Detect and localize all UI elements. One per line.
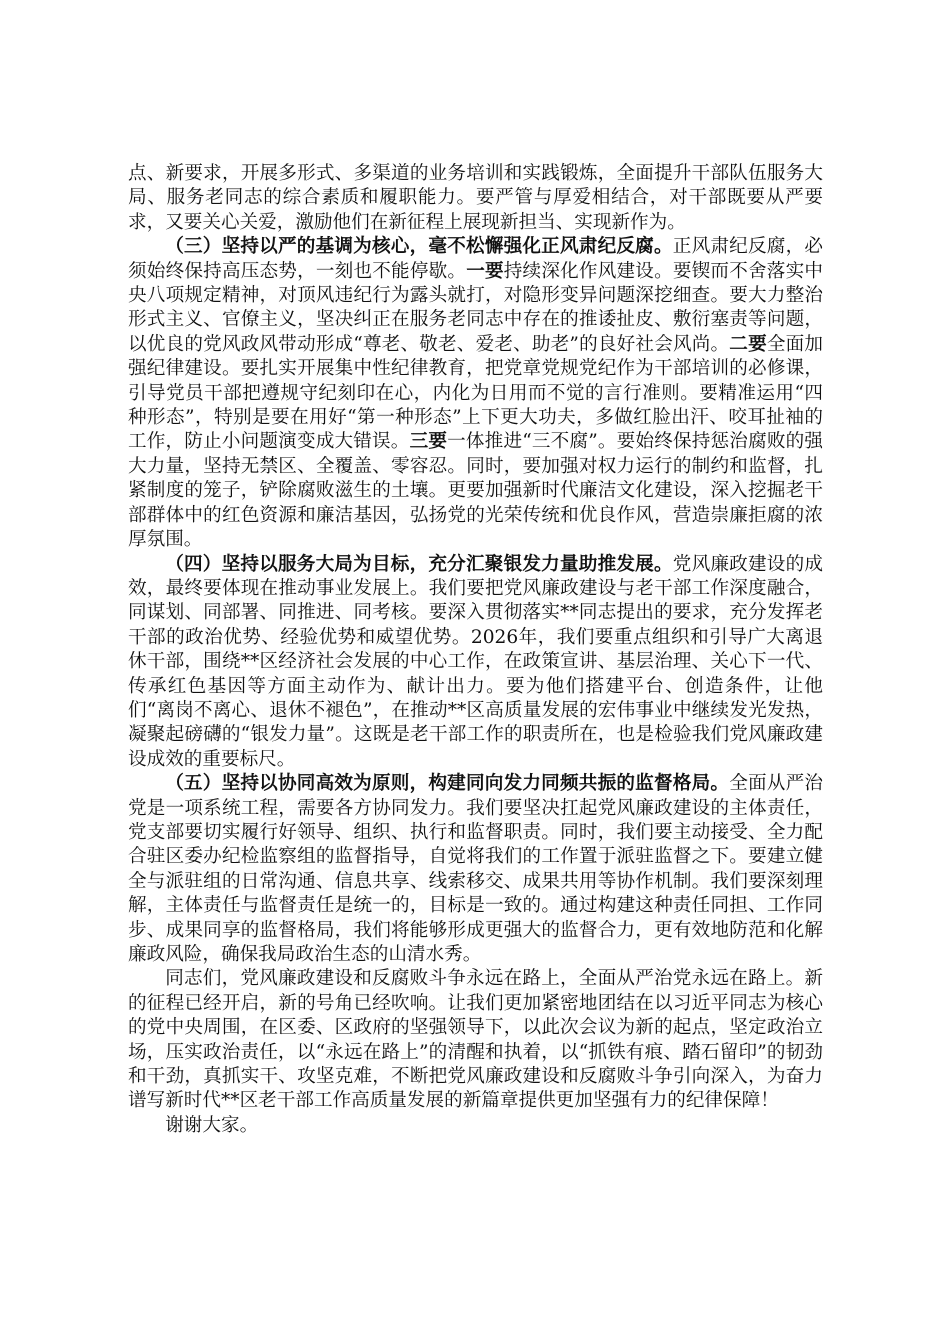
closing-paragraph (128, 967, 823, 1113)
thanks-text: 谢谢大家。 (165, 1114, 259, 1136)
section-3-text-4: 一体推进“三不腐”。要始终保持惩治腐败的强大力量，坚持无禁区、全覆盖、零容忍。同时，要加强对权力运行的制约和监督，扎紧制度的笼子，铲除腐败滋生的土壤。更要加强新时代廉洁文化建设，深入挖掘老干部群体中的红色资源和廉洁基因，弘扬党的光荣传统和优良作风，营造崇廉拒腐的浓厚氛围。 (128, 431, 823, 551)
section-3-heading: （三）坚持以严的基调为核心，毫不松懈强化正风肃纪反腐。 (165, 236, 673, 258)
thanks-paragraph (128, 1114, 823, 1138)
section-5-heading: （五）坚持以协同高效为原则，构建同向发力同频共振的监督格局。 (165, 773, 730, 795)
section-4-paragraph (128, 553, 823, 773)
section-3-paragraph (128, 235, 823, 552)
closing-text: 同志们，党风廉政建设和反腐败斗争永远在路上，全面从严治党永远在路上。新的征程已经开启，新的号角已经吹响。让我们更加紧密地团结在以习近平同志为核心的党中央周围，在区委、区政府的坚强领导下，以此次会议为新的起点，坚定政治立场，压实政治责任，以“永远在路上”的清醒和执着，以“抓铁有痕、踏石留印”的韧劲和干劲，真抓实干、攻坚克难，不断把党风廉政建设和反腐败斗争引向深入，为奋力谱写新时代**区老干部工作高质量发展的新篇章提供更加坚强有力的纪律保障！ (128, 968, 823, 1112)
section-3-text-1: 正风肃纪反腐，必须始终保持高压态势，一刻也不能停歇。 (128, 236, 823, 282)
paragraph-text: 点、新要求，开展多形式、多渠道的业务培训和实践锻炼，全面提升干部队伍服务大局、服务老同志的综合素质和履职能力。要严管与厚爱相结合，对干部既要从严要求，又要关心关爱，激励他们在新征程上展现新担当、实现新作为。 (128, 163, 823, 233)
section-4-text: 党风廉政建设的成效，最终要体现在推动事业发展上。我们要把党风廉政建设与老干部工作深度融合，同谋划、同部署、同推进、同考核。要深入贯彻落实**同志提出的要求，充分发挥老干部的政治优势、经验优势和威望优势。2026年，我们要重点组织和引导广大离退休干部，围绕**区经济社会发展的中心工作，在政策宣讲、基层治理、关心下一代、传承红色基因等方面主动作为、献计出力。要为他们搭建平台、创造条件，让他们“离岗不离心、退休不褪色”，在推动**区高质量发展的宏伟事业中继续发光发热，凝聚起磅礴的“银发力量”。这既是老干部工作的职责所在，也是检验我们党风廉政建设成效的重要标尺。 (128, 553, 823, 770)
section-3-text-3: 全面加强纪律建设。要扎实开展集中性纪律教育，把党章党规党纪作为干部培训的必修课，引导党员干部把遵规守纪刻印在心，内化为日用而不觉的言行准则。要精准运用“四种形态”，特别是要在用好“第一种形态”上下更大功夫，多做红脸出汗、咬耳扯袖的工作，防止小问题演变成大错误。 (128, 333, 823, 453)
section-3-keyword-1: 一要 (466, 260, 504, 282)
section-5-text: 全面从严治党是一项系统工程，需要各方协同发力。我们要坚决扛起党风廉政建设的主体责任，党支部要切实履行好领导、组织、执行和监督职责。同时，我们要主动接受、全力配合驻区委办纪检监察组的监督指导，自觉将我们的工作置于派驻监督之下。要建立健全与派驻组的日常沟通、信息共享、线索移交、成果共用等协作机制。我们要深刻理解，主体责任与监督责任是统一的，目标是一致的。通过构建这种责任同担、工作同步、成果同享的监督格局，我们将能够形成更强大的监督合力，更有效地防范和化解廉政风险，确保我局政治生态的山清水秀。 (128, 773, 823, 965)
section-3-keyword-3: 三要 (409, 431, 448, 453)
section-5-paragraph (128, 772, 823, 967)
document-body (128, 162, 823, 1138)
paragraph-continuation (128, 162, 823, 235)
section-3-keyword-2: 二要 (729, 333, 767, 355)
section-3-text-2: 持续深化作风建设。要锲而不舍落实中央八项规定精神，对顶风违纪行为露头就打，对隐形变异问题深挖细查。要大力整治形式主义、官僚主义，坚决纠正在服务老同志中存在的推诿扯皮、敷衍塞责等问题，以优良的党风政风带动形成“尊老、敬老、爱老、助老”的良好社会风尚。 (128, 260, 823, 355)
section-4-heading: （四）坚持以服务大局为目标，充分汇聚银发力量助推发展。 (165, 553, 673, 575)
